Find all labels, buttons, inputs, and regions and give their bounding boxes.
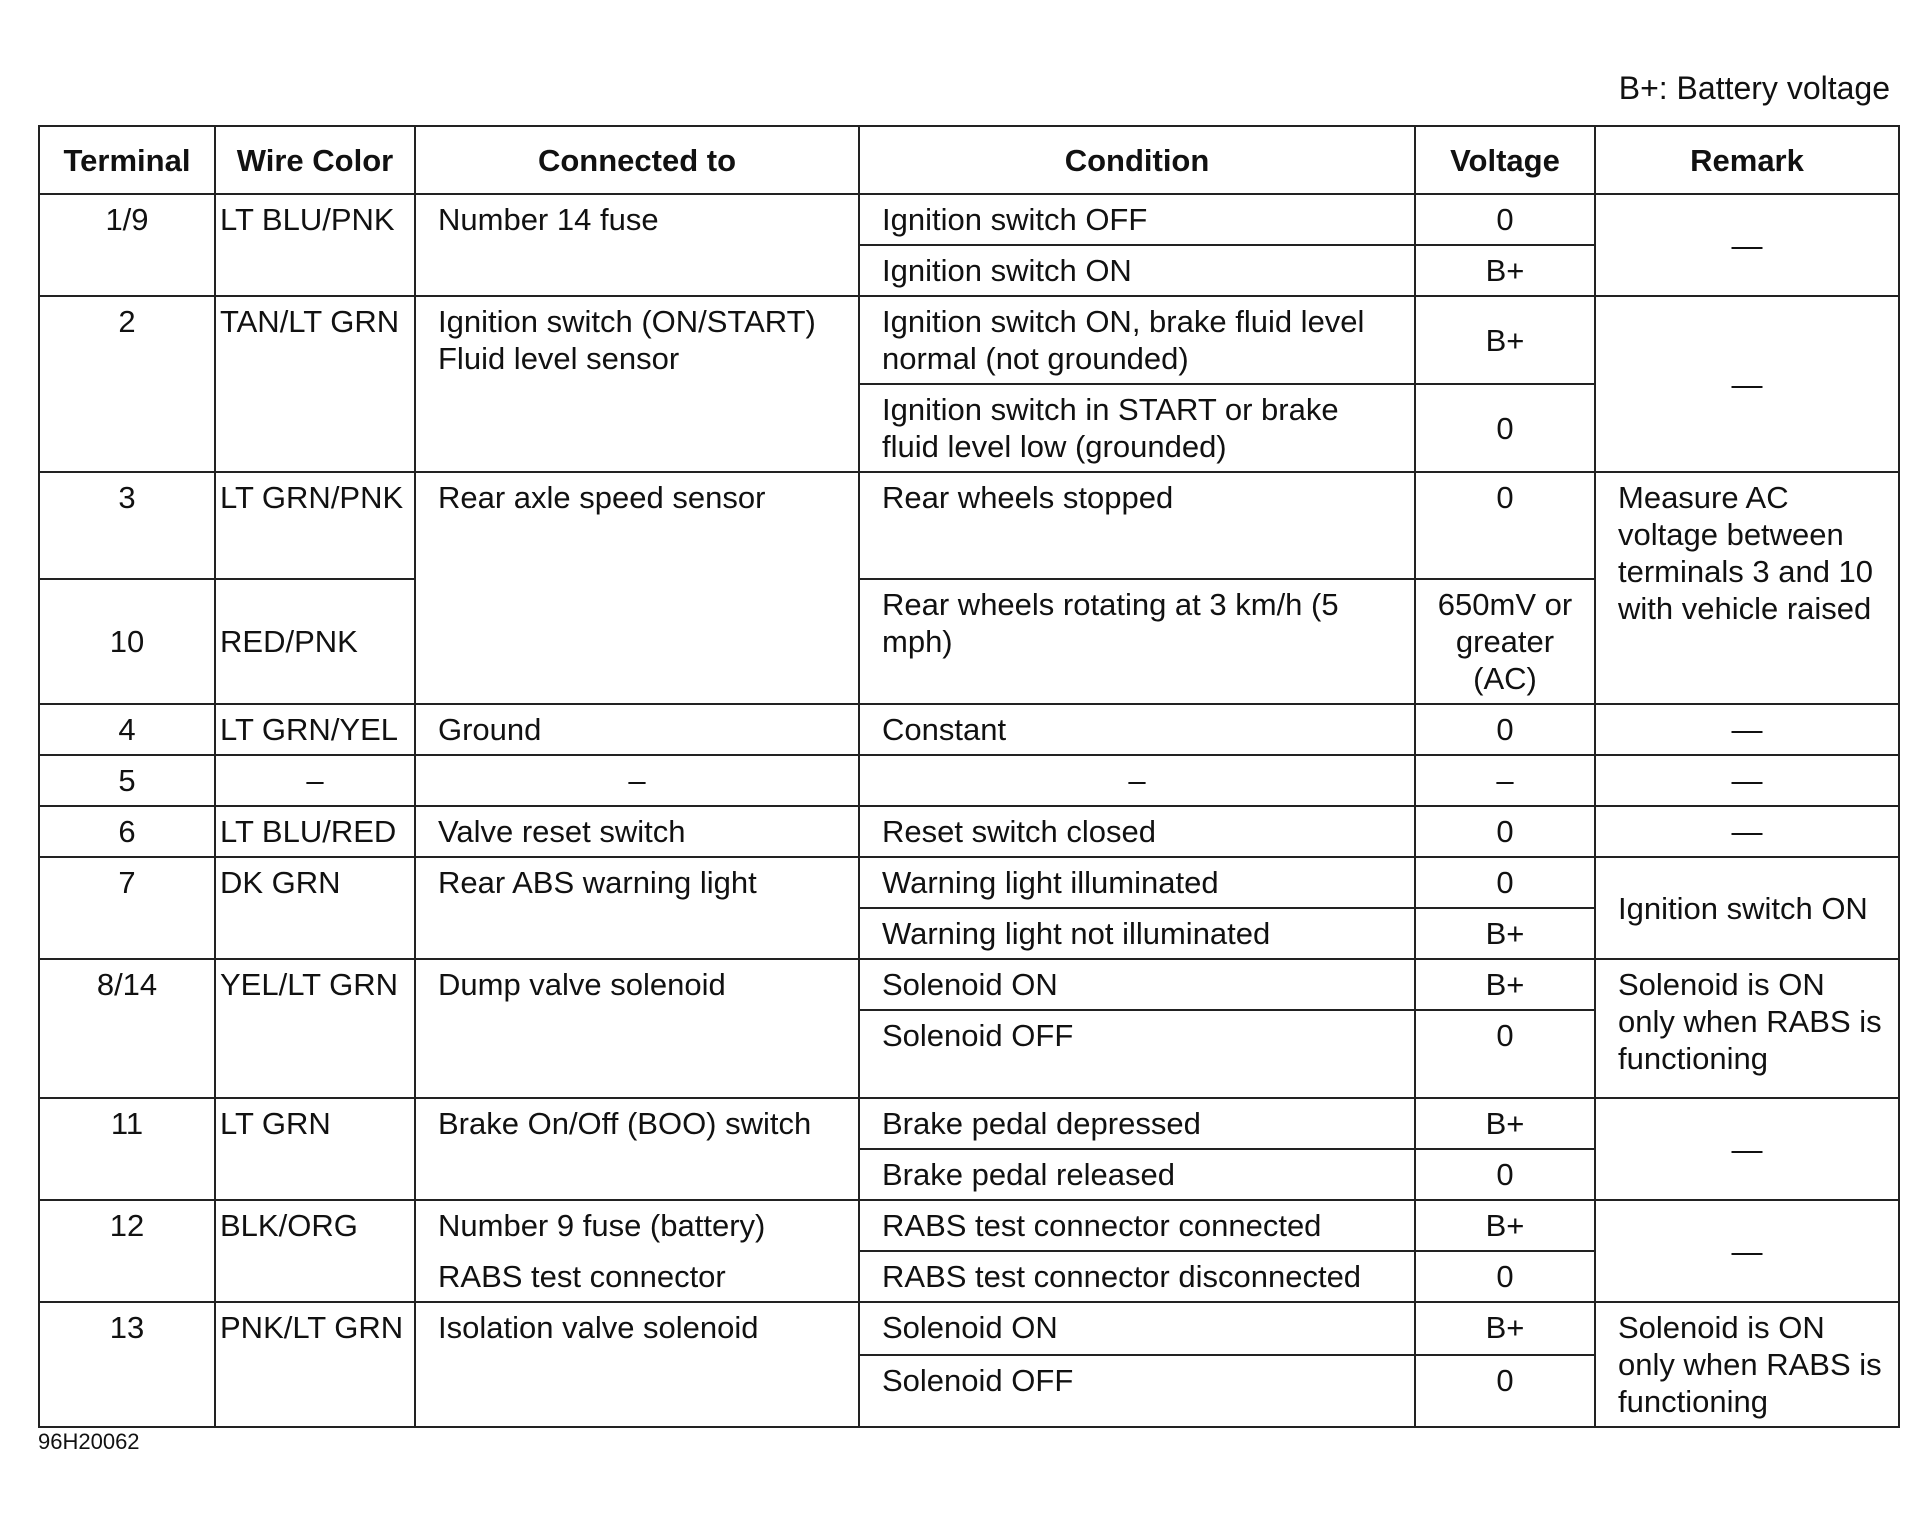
connected-to-cell: Rear ABS warning light bbox=[415, 857, 859, 959]
connected-to-cell: Ignition switch (ON/START) Fluid level sensor bbox=[415, 296, 859, 472]
remark-cell: — bbox=[1595, 296, 1899, 472]
condition-cell: Brake pedal released bbox=[859, 1149, 1415, 1200]
header-connected-to: Connected to bbox=[415, 126, 859, 194]
condition-cell: Warning light illuminated bbox=[859, 857, 1415, 908]
remark-cell: — bbox=[1595, 704, 1899, 755]
terminal-cell: 13 bbox=[39, 1302, 215, 1427]
connected-to-cell: Valve reset switch bbox=[415, 806, 859, 857]
remark-cell: Measure AC voltage between terminals 3 and 10 with vehicle raised bbox=[1595, 472, 1899, 704]
terminal-cell: 1/9 bbox=[39, 194, 215, 296]
remark-cell: — bbox=[1595, 1200, 1899, 1302]
connected-to-cell: Ground bbox=[415, 704, 859, 755]
condition-cell: Solenoid OFF bbox=[859, 1355, 1415, 1427]
wire-color-cell: DK GRN bbox=[215, 857, 415, 959]
table-row bbox=[39, 704, 1899, 755]
condition-cell: Constant bbox=[859, 704, 1415, 755]
wire-color-cell: LT GRN bbox=[215, 1098, 415, 1200]
condition-cell: Brake pedal depressed bbox=[859, 1098, 1415, 1149]
connected-to-cell: Rear axle speed sensor bbox=[415, 472, 859, 704]
condition-cell: Ignition switch ON, brake fluid level normal (not grounded) bbox=[859, 296, 1415, 384]
voltage-cell: 0 bbox=[1415, 1149, 1595, 1200]
condition-cell: Ignition switch OFF bbox=[859, 194, 1415, 245]
wire-color-cell: LT GRN/YEL bbox=[215, 704, 415, 755]
wire-color-cell: LT BLU/RED bbox=[215, 806, 415, 857]
table-row bbox=[39, 194, 1899, 245]
header-condition: Condition bbox=[859, 126, 1415, 194]
voltage-cell: 0 bbox=[1415, 704, 1595, 755]
condition-cell: RABS test connector disconnected bbox=[859, 1251, 1415, 1302]
wire-color-cell: RED/PNK bbox=[215, 579, 415, 704]
connected-to-cell bbox=[415, 1200, 859, 1302]
wire-color-cell: TAN/LT GRN bbox=[215, 296, 415, 472]
voltage-cell: B+ bbox=[1415, 1098, 1595, 1149]
voltage-cell: 0 bbox=[1415, 1010, 1595, 1098]
condition-cell: Ignition switch in START or brake fluid level low (grounded) bbox=[859, 384, 1415, 472]
voltage-cell: 0 bbox=[1415, 384, 1595, 472]
table-row bbox=[39, 1302, 1899, 1355]
connected-to-cell: Isolation valve solenoid bbox=[415, 1302, 859, 1427]
battery-voltage-legend: B+: Battery voltage bbox=[1618, 70, 1890, 106]
terminal-voltage-table bbox=[38, 125, 1900, 1428]
terminal-cell: 6 bbox=[39, 806, 215, 857]
connected-to-line: RABS test connector bbox=[438, 1259, 726, 1294]
table-row bbox=[39, 1098, 1899, 1149]
wire-color-cell: YEL/LT GRN bbox=[215, 959, 415, 1098]
connected-to-cell: Number 14 fuse bbox=[415, 194, 859, 296]
table-row bbox=[39, 1200, 1899, 1251]
header-voltage: Voltage bbox=[1415, 126, 1595, 194]
table-row bbox=[39, 755, 1899, 806]
wire-color-cell: LT GRN/PNK bbox=[215, 472, 415, 579]
connected-to-cell: – bbox=[415, 755, 859, 806]
condition-cell: Solenoid ON bbox=[859, 959, 1415, 1010]
voltage-cell: 0 bbox=[1415, 1355, 1595, 1427]
voltage-cell: B+ bbox=[1415, 1302, 1595, 1355]
voltage-cell: 0 bbox=[1415, 806, 1595, 857]
condition-cell: Ignition switch ON bbox=[859, 245, 1415, 296]
terminal-cell: 8/14 bbox=[39, 959, 215, 1098]
terminal-cell: 3 bbox=[39, 472, 215, 579]
voltage-cell: 0 bbox=[1415, 857, 1595, 908]
remark-cell: Solenoid is ON only when RABS is functioning bbox=[1595, 1302, 1899, 1427]
wire-color-cell: – bbox=[215, 755, 415, 806]
connected-to-cell: Brake On/Off (BOO) switch bbox=[415, 1098, 859, 1200]
table-row bbox=[39, 296, 1899, 384]
voltage-cell: 0 bbox=[1415, 472, 1595, 579]
condition-cell: RABS test connector connected bbox=[859, 1200, 1415, 1251]
voltage-cell: B+ bbox=[1415, 245, 1595, 296]
terminal-cell: 7 bbox=[39, 857, 215, 959]
terminal-cell: 4 bbox=[39, 704, 215, 755]
header-row bbox=[39, 126, 1899, 194]
remark-cell: — bbox=[1595, 755, 1899, 806]
remark-cell: — bbox=[1595, 1098, 1899, 1200]
terminal-cell: 5 bbox=[39, 755, 215, 806]
condition-cell: – bbox=[859, 755, 1415, 806]
wire-color-cell: PNK/LT GRN bbox=[215, 1302, 415, 1427]
terminal-cell: 12 bbox=[39, 1200, 215, 1302]
voltage-cell: 650mV or greater (AC) bbox=[1415, 579, 1595, 704]
voltage-cell: B+ bbox=[1415, 296, 1595, 384]
voltage-cell: 0 bbox=[1415, 1251, 1595, 1302]
remark-cell: — bbox=[1595, 194, 1899, 296]
header-wire-color: Wire Color bbox=[215, 126, 415, 194]
connected-to-line: Number 9 fuse (battery) bbox=[438, 1208, 766, 1243]
remark-cell: Solenoid is ON only when RABS is functioning bbox=[1595, 959, 1899, 1098]
remark-cell: — bbox=[1595, 806, 1899, 857]
table-row bbox=[39, 959, 1899, 1010]
condition-cell: Solenoid OFF bbox=[859, 1010, 1415, 1098]
voltage-cell: B+ bbox=[1415, 959, 1595, 1010]
voltage-cell: B+ bbox=[1415, 908, 1595, 959]
connected-to-cell: Dump valve solenoid bbox=[415, 959, 859, 1098]
table-row bbox=[39, 472, 1899, 579]
remark-cell: Ignition switch ON bbox=[1595, 857, 1899, 959]
terminal-cell: 2 bbox=[39, 296, 215, 472]
table-row bbox=[39, 857, 1899, 908]
condition-cell: Reset switch closed bbox=[859, 806, 1415, 857]
voltage-cell: B+ bbox=[1415, 1200, 1595, 1251]
terminal-cell: 10 bbox=[39, 579, 215, 704]
table-row bbox=[39, 806, 1899, 857]
condition-cell: Solenoid ON bbox=[859, 1302, 1415, 1355]
header-terminal: Terminal bbox=[39, 126, 215, 194]
condition-cell: Rear wheels stopped bbox=[859, 472, 1415, 579]
header-remark: Remark bbox=[1595, 126, 1899, 194]
terminal-voltage-table-wrapper bbox=[38, 125, 1898, 1428]
condition-cell: Warning light not illuminated bbox=[859, 908, 1415, 959]
wire-color-cell: LT BLU/PNK bbox=[215, 194, 415, 296]
voltage-cell: 0 bbox=[1415, 194, 1595, 245]
terminal-cell: 11 bbox=[39, 1098, 215, 1200]
condition-cell: Rear wheels rotating at 3 km/h (5 mph) bbox=[859, 579, 1415, 704]
wire-color-cell: BLK/ORG bbox=[215, 1200, 415, 1302]
figure-code: 96H20062 bbox=[38, 1429, 140, 1454]
voltage-cell: – bbox=[1415, 755, 1595, 806]
